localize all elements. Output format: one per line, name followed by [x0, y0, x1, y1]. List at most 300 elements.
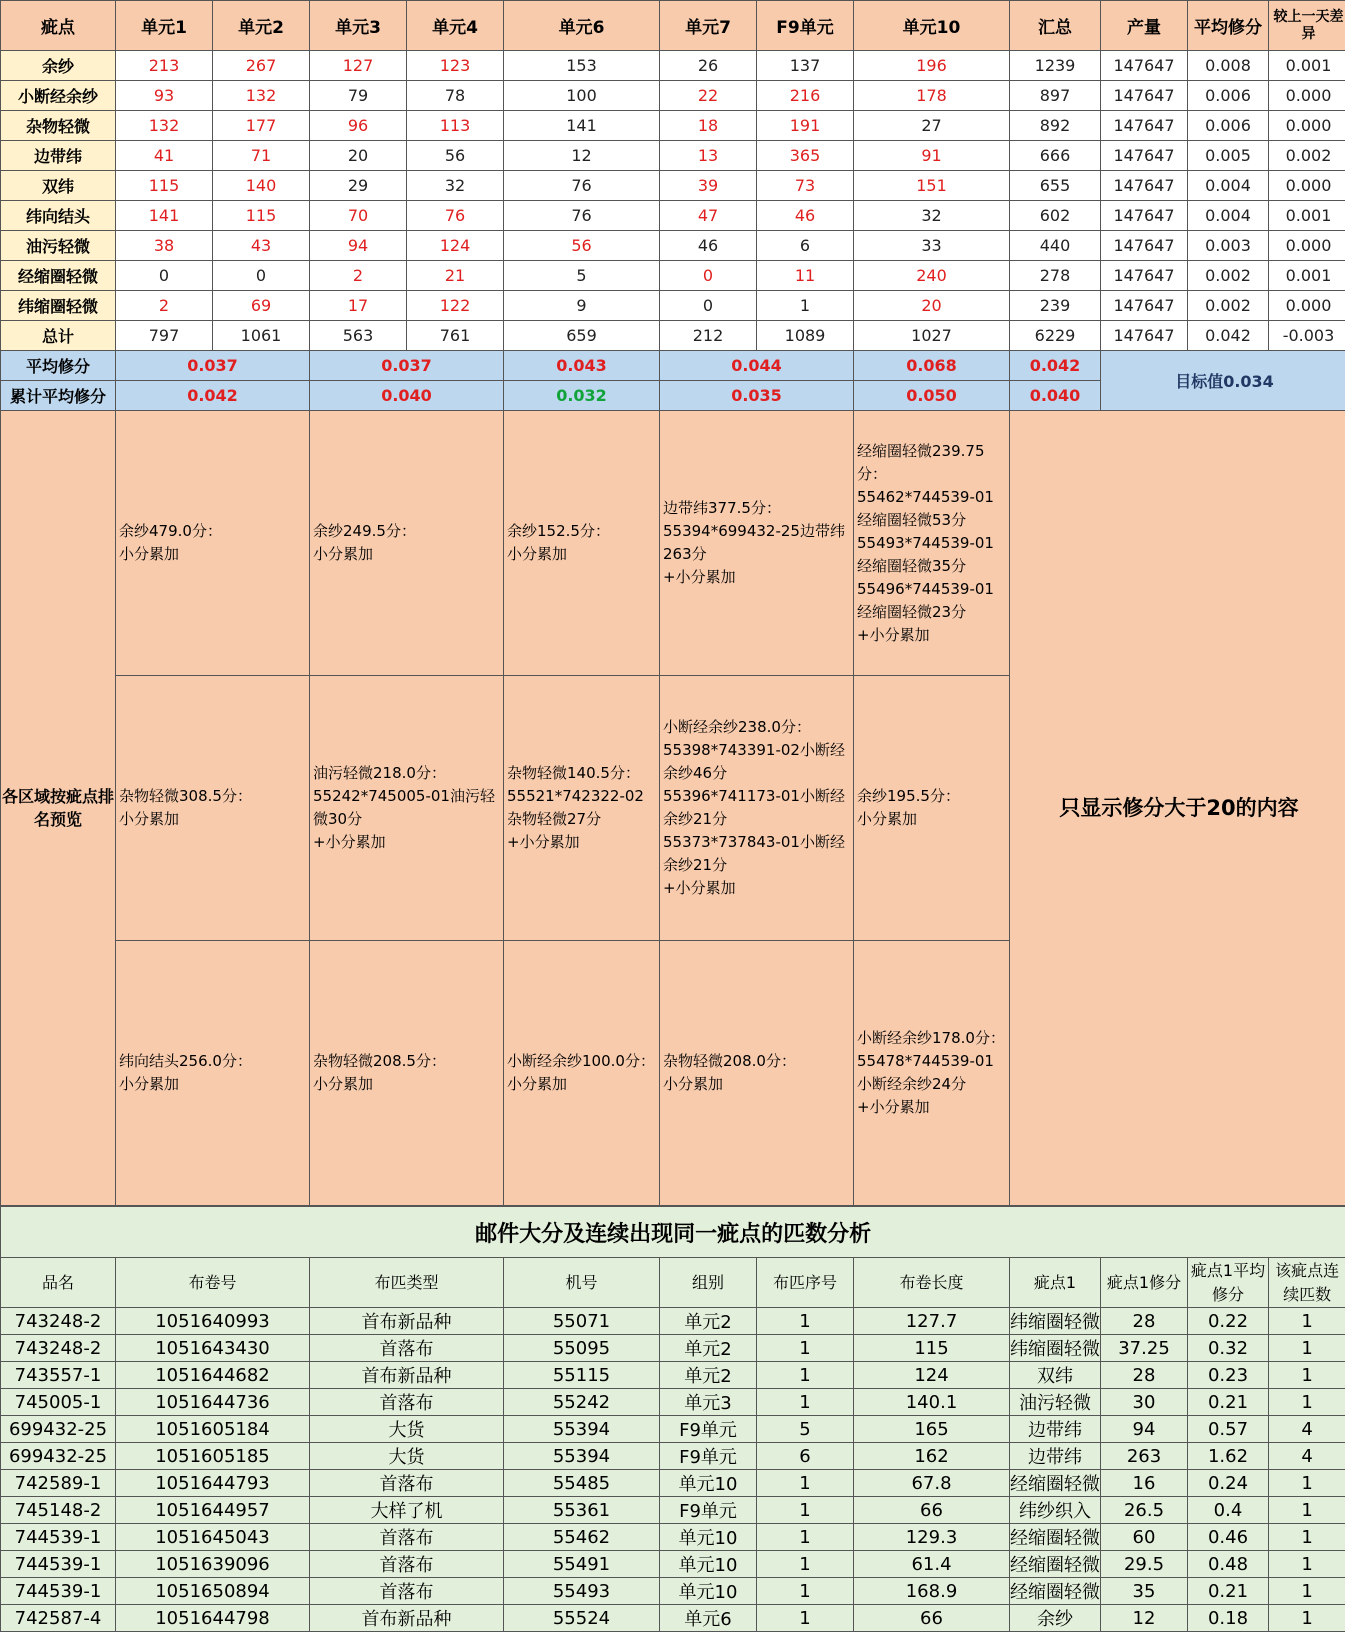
mail-cell: 单元3 — [660, 1389, 757, 1416]
mail-cell: 1051640993 — [116, 1308, 310, 1335]
mail-cell: 单元2 — [660, 1362, 757, 1389]
mail-cell: 60 — [1101, 1524, 1188, 1551]
mail-header-cell: 布卷长度 — [854, 1258, 1010, 1308]
mail-cell: 1051605184 — [116, 1416, 310, 1443]
mail-cell: 55361 — [504, 1497, 660, 1524]
defect-count-cell: 69 — [213, 291, 310, 321]
defect-count-cell: 151 — [854, 171, 1010, 201]
defect-count-cell: 153 — [504, 51, 660, 81]
defect-output-cell: 147647 — [1101, 171, 1188, 201]
mail-cell: 0.46 — [1188, 1524, 1269, 1551]
mail-row — [1, 1497, 1345, 1524]
defect-count-cell: 0 — [116, 261, 213, 291]
header-cell: 较上一天差异 — [1269, 1, 1345, 51]
defect-output-cell: 147647 — [1101, 51, 1188, 81]
defect-count-cell: 22 — [660, 81, 757, 111]
ranking-cell: 杂物轻微140.5分： 55521*742322-02杂物轻微27分 +小分累加 — [504, 676, 660, 941]
mail-header-row — [1, 1258, 1345, 1308]
defect-row — [1, 291, 1345, 321]
defect-count-cell: 196 — [854, 51, 1010, 81]
mail-cell: 单元10 — [660, 1470, 757, 1497]
mail-cell: 30 — [1101, 1389, 1188, 1416]
mail-row — [1, 1524, 1345, 1551]
mail-header-cell: 该疵点连续匹数 — [1269, 1258, 1345, 1308]
header-cell: 单元7 — [660, 1, 757, 51]
defect-count-cell: 20 — [854, 291, 1010, 321]
mail-cell: 0.21 — [1188, 1389, 1269, 1416]
mail-cell: 37.25 — [1101, 1335, 1188, 1362]
mail-cell: 1 — [757, 1605, 854, 1632]
mail-cell: 66 — [854, 1497, 1010, 1524]
defect-label: 杂物轻微 — [1, 111, 116, 141]
mail-cell: 0.57 — [1188, 1416, 1269, 1443]
mail-cell: 55242 — [504, 1389, 660, 1416]
mail-cell: 1 — [757, 1524, 854, 1551]
mail-cell: 单元2 — [660, 1335, 757, 1362]
defect-count-cell: 96 — [310, 111, 407, 141]
defect-count-cell: 123 — [407, 51, 504, 81]
mail-cell: 大货 — [310, 1443, 504, 1470]
defect-count-cell: 113 — [407, 111, 504, 141]
mail-cell: 66 — [854, 1605, 1010, 1632]
mail-cell: 双纬 — [1010, 1362, 1101, 1389]
mail-cell: 742587-4 — [1, 1605, 116, 1632]
ranking-cell: 余纱152.5分： 小分累加 — [504, 411, 660, 676]
ranking-side-label: 各区域按疵点排名预览 — [1, 411, 116, 1206]
mail-cell: 0.23 — [1188, 1362, 1269, 1389]
mail-cell: 745148-2 — [1, 1497, 116, 1524]
mail-cell: 744539-1 — [1, 1551, 116, 1578]
defect-row — [1, 261, 1345, 291]
defect-label: 经缩圈轻微 — [1, 261, 116, 291]
defect-avg-cell: 0.006 — [1188, 111, 1269, 141]
mail-cell: 28 — [1101, 1362, 1188, 1389]
mail-header-cell: 疵点1修分 — [1101, 1258, 1188, 1308]
defect-count-cell: 32 — [407, 171, 504, 201]
mail-cell: 1 — [1269, 1497, 1345, 1524]
defect-count-cell: 93 — [116, 81, 213, 111]
defect-count-cell: 78 — [407, 81, 504, 111]
defect-label: 小断经余纱 — [1, 81, 116, 111]
mail-row — [1, 1578, 1345, 1605]
mail-cell: 5 — [757, 1416, 854, 1443]
mail-header-cell: 布匹类型 — [310, 1258, 504, 1308]
mail-cell: 1051645043 — [116, 1524, 310, 1551]
defect-avg-cell: 0.005 — [1188, 141, 1269, 171]
defect-diff-cell: 0.001 — [1269, 201, 1345, 231]
defect-count-cell: 100 — [504, 81, 660, 111]
defect-count-cell: 216 — [757, 81, 854, 111]
mail-cell: 边带纬 — [1010, 1443, 1101, 1470]
avg-score-value: 0.037 — [116, 351, 310, 381]
mail-cell: 1 — [1269, 1362, 1345, 1389]
target-value: 目标值0.034 — [1101, 351, 1345, 411]
defect-count-cell: 177 — [213, 111, 310, 141]
mail-cell: 67.8 — [854, 1470, 1010, 1497]
defect-count-cell: 1089 — [757, 321, 854, 351]
defect-avg-cell: 0.002 — [1188, 261, 1269, 291]
defect-avg-cell: 0.042 — [1188, 321, 1269, 351]
defect-count-cell: 213 — [116, 51, 213, 81]
mail-cell: 55524 — [504, 1605, 660, 1632]
mail-cell: 124 — [854, 1362, 1010, 1389]
defect-count-cell: 47 — [660, 201, 757, 231]
mail-cell: 745005-1 — [1, 1389, 116, 1416]
defect-count-cell: 267 — [213, 51, 310, 81]
defect-output-cell: 147647 — [1101, 291, 1188, 321]
mail-header-cell: 布匹序号 — [757, 1258, 854, 1308]
mail-cell: 699432-25 — [1, 1443, 116, 1470]
defect-count-cell: 212 — [660, 321, 757, 351]
ranking-cell: 杂物轻微208.5分： 小分累加 — [310, 941, 504, 1206]
mail-cell: 经缩圈轻微 — [1010, 1578, 1101, 1605]
mail-cell: 1051644736 — [116, 1389, 310, 1416]
mail-cell: 油污轻微 — [1010, 1389, 1101, 1416]
ranking-row — [1, 411, 1345, 676]
ranking-cell: 杂物轻微308.5分： 小分累加 — [116, 676, 310, 941]
mail-cell: 26.5 — [1101, 1497, 1188, 1524]
mail-cell: 28 — [1101, 1308, 1188, 1335]
mail-header-cell: 疵点1 — [1010, 1258, 1101, 1308]
defect-count-cell: 56 — [504, 231, 660, 261]
mail-cell: 1 — [1269, 1308, 1345, 1335]
defect-label: 总计 — [1, 321, 116, 351]
defect-count-cell: 1 — [757, 291, 854, 321]
defect-diff-cell: 0.002 — [1269, 141, 1345, 171]
mail-cell: 1051644682 — [116, 1362, 310, 1389]
mail-cell: 127.7 — [854, 1308, 1010, 1335]
defect-diff-cell: 0.000 — [1269, 231, 1345, 261]
header-cell: 单元1 — [116, 1, 213, 51]
mail-cell: 55071 — [504, 1308, 660, 1335]
defect-count-cell: 0 — [660, 291, 757, 321]
mail-cell: 1 — [757, 1308, 854, 1335]
mail-cell: 1 — [757, 1335, 854, 1362]
defect-count-cell: 20 — [310, 141, 407, 171]
mail-cell: 边带纬 — [1010, 1416, 1101, 1443]
defect-output-cell: 147647 — [1101, 141, 1188, 171]
mail-row — [1, 1389, 1345, 1416]
mail-cell: 6 — [757, 1443, 854, 1470]
defect-count-cell: 12 — [504, 141, 660, 171]
cumulative-avg-value: 0.040 — [1010, 381, 1101, 411]
defect-count-cell: 27 — [854, 111, 1010, 141]
ranking-cell: 小断经余纱100.0分： 小分累加 — [504, 941, 660, 1206]
defect-output-cell: 147647 — [1101, 231, 1188, 261]
defect-output-cell: 147647 — [1101, 321, 1188, 351]
mail-cell: 165 — [854, 1416, 1010, 1443]
mail-cell: F9单元 — [660, 1497, 757, 1524]
mail-cell: 55115 — [504, 1362, 660, 1389]
defect-count-cell: 2 — [116, 291, 213, 321]
defect-count-cell: 5 — [504, 261, 660, 291]
mail-cell: 1 — [757, 1470, 854, 1497]
mail-cell: 1 — [757, 1578, 854, 1605]
mail-cell: 单元10 — [660, 1578, 757, 1605]
mail-cell: 16 — [1101, 1470, 1188, 1497]
defect-row — [1, 81, 1345, 111]
mail-cell: 首落布 — [310, 1470, 504, 1497]
defect-count-cell: 2 — [310, 261, 407, 291]
defect-count-cell: 18 — [660, 111, 757, 141]
mail-cell: 1051650894 — [116, 1578, 310, 1605]
mail-cell: 经缩圈轻微 — [1010, 1551, 1101, 1578]
ranking-cell: 小断经余纱178.0分： 55478*744539-01小断经余纱24分 +小分累加 — [854, 941, 1010, 1206]
cumulative-avg-value: 0.035 — [660, 381, 854, 411]
avg-score-row — [1, 351, 1345, 381]
mail-title: 邮件大分及连续出现同一疵点的匹数分析 — [1, 1207, 1345, 1258]
defect-diff-cell: 0.001 — [1269, 51, 1345, 81]
defect-row — [1, 201, 1345, 231]
mail-row — [1, 1470, 1345, 1497]
mail-cell: 742589-1 — [1, 1470, 116, 1497]
ranking-cell: 经缩圈轻微239.75分： 55462*744539-01经缩圈轻微53分 55493*744539-01经缩圈轻微35分 55496*744539-01经缩圈轻微23分 +小分累加 — [854, 411, 1010, 676]
header-cell: 单元6 — [504, 1, 660, 51]
mail-cell: 0.24 — [1188, 1470, 1269, 1497]
defect-count-cell: 0 — [213, 261, 310, 291]
mail-header-cell: 疵点1平均修分 — [1188, 1258, 1269, 1308]
defect-count-cell: 141 — [116, 201, 213, 231]
cumulative-avg-value: 0.042 — [116, 381, 310, 411]
mail-cell: 743557-1 — [1, 1362, 116, 1389]
mail-cell: 55394 — [504, 1443, 660, 1470]
defect-row — [1, 171, 1345, 201]
defect-count-cell: 178 — [854, 81, 1010, 111]
mail-cell: 首落布 — [310, 1551, 504, 1578]
cumulative-avg-value: 0.032 — [504, 381, 660, 411]
defect-count-cell: 132 — [116, 111, 213, 141]
defect-count-cell: 191 — [757, 111, 854, 141]
defect-total-cell: 666 — [1010, 141, 1101, 171]
defect-label: 纬向结头 — [1, 201, 116, 231]
avg-score-value: 0.044 — [660, 351, 854, 381]
mail-cell: 1.62 — [1188, 1443, 1269, 1470]
defect-count-cell: 46 — [660, 231, 757, 261]
defect-avg-cell: 0.003 — [1188, 231, 1269, 261]
defect-count-cell: 240 — [854, 261, 1010, 291]
mail-cell: 94 — [1101, 1416, 1188, 1443]
avg-score-value: 0.042 — [1010, 351, 1101, 381]
mail-cell: 55485 — [504, 1470, 660, 1497]
mail-cell: 168.9 — [854, 1578, 1010, 1605]
header-cell: 汇总 — [1010, 1, 1101, 51]
mail-header-cell: 品名 — [1, 1258, 116, 1308]
defect-count-cell: 132 — [213, 81, 310, 111]
ranking-cell: 余纱249.5分： 小分累加 — [310, 411, 504, 676]
defect-avg-cell: 0.008 — [1188, 51, 1269, 81]
defect-row — [1, 231, 1345, 261]
mail-cell: 1 — [757, 1389, 854, 1416]
ranking-cell: 杂物轻微208.0分： 小分累加 — [660, 941, 854, 1206]
mail-row — [1, 1308, 1345, 1335]
mail-cell: 744539-1 — [1, 1578, 116, 1605]
mail-header-cell: 机号 — [504, 1258, 660, 1308]
mail-cell: 1 — [1269, 1605, 1345, 1632]
mail-cell: 0.18 — [1188, 1605, 1269, 1632]
defect-count-cell: 29 — [310, 171, 407, 201]
mail-row — [1, 1416, 1345, 1443]
defect-avg-cell: 0.004 — [1188, 171, 1269, 201]
defect-avg-cell: 0.004 — [1188, 201, 1269, 231]
defect-count-cell: 71 — [213, 141, 310, 171]
defect-output-cell: 147647 — [1101, 81, 1188, 111]
mail-cell: 首落布 — [310, 1335, 504, 1362]
avg-score-value: 0.043 — [504, 351, 660, 381]
defect-count-cell: 39 — [660, 171, 757, 201]
defect-total-cell: 278 — [1010, 261, 1101, 291]
header-cell: 单元2 — [213, 1, 310, 51]
mail-cell: 0.21 — [1188, 1578, 1269, 1605]
defect-count-cell: 79 — [310, 81, 407, 111]
defect-count-cell: 6 — [757, 231, 854, 261]
defect-count-cell: 124 — [407, 231, 504, 261]
mail-row — [1, 1443, 1345, 1470]
mail-cell: 55491 — [504, 1551, 660, 1578]
mail-cell: 经缩圈轻微 — [1010, 1470, 1101, 1497]
defect-label: 双纬 — [1, 171, 116, 201]
mail-cell: 首落布 — [310, 1578, 504, 1605]
mail-cell: 1051643430 — [116, 1335, 310, 1362]
defect-label: 纬缩圈轻微 — [1, 291, 116, 321]
mail-cell: 1051605185 — [116, 1443, 310, 1470]
defect-avg-cell: 0.006 — [1188, 81, 1269, 111]
header-cell: 单元4 — [407, 1, 504, 51]
ranking-cell: 小断经余纱238.0分： 55398*743391-02小断经余纱46分 55396*741173-01小断经余纱21分 55373*737843-01小断经余纱21分 +小分累加 — [660, 676, 854, 941]
mail-cell: 单元10 — [660, 1551, 757, 1578]
mail-cell: 单元6 — [660, 1605, 757, 1632]
defect-count-cell: 38 — [116, 231, 213, 261]
mail-cell: 1 — [1269, 1551, 1345, 1578]
header-cell: 平均修分 — [1188, 1, 1269, 51]
defect-total-cell: 6229 — [1010, 321, 1101, 351]
defect-count-cell: 43 — [213, 231, 310, 261]
mail-cell: 1 — [757, 1497, 854, 1524]
defect-count-cell: 11 — [757, 261, 854, 291]
cumulative-avg-label: 累计平均修分 — [1, 381, 116, 411]
mail-cell: 4 — [1269, 1416, 1345, 1443]
defect-count-cell: 17 — [310, 291, 407, 321]
mail-cell: F9单元 — [660, 1416, 757, 1443]
mail-cell: 1051644793 — [116, 1470, 310, 1497]
defect-output-cell: 147647 — [1101, 261, 1188, 291]
defect-count-cell: 73 — [757, 171, 854, 201]
ranking-cell: 纬向结头256.0分： 小分累加 — [116, 941, 310, 1206]
mail-cell: 263 — [1101, 1443, 1188, 1470]
defect-count-cell: 122 — [407, 291, 504, 321]
mail-cell: 1 — [1269, 1389, 1345, 1416]
defect-count-cell: 140 — [213, 171, 310, 201]
defect-label: 余纱 — [1, 51, 116, 81]
defect-count-cell: 13 — [660, 141, 757, 171]
defect-diff-cell: 0.000 — [1269, 171, 1345, 201]
defect-count-cell: 56 — [407, 141, 504, 171]
mail-analysis-table — [0, 1206, 1345, 1632]
defect-count-cell: 41 — [116, 141, 213, 171]
defect-row — [1, 111, 1345, 141]
mail-cell: 1051639096 — [116, 1551, 310, 1578]
defect-count-cell: 9 — [504, 291, 660, 321]
avg-score-label: 平均修分 — [1, 351, 116, 381]
ranking-note: 只显示修分大于20的内容 — [1010, 411, 1345, 1206]
defect-total-cell: 602 — [1010, 201, 1101, 231]
header-cell: 产量 — [1101, 1, 1188, 51]
mail-cell: 1 — [757, 1551, 854, 1578]
defect-count-cell: 115 — [116, 171, 213, 201]
defect-count-cell: 137 — [757, 51, 854, 81]
mail-cell: 4 — [1269, 1443, 1345, 1470]
defect-count-cell: 76 — [407, 201, 504, 231]
mail-cell: 1 — [757, 1362, 854, 1389]
defect-total-cell: 1239 — [1010, 51, 1101, 81]
avg-score-value: 0.068 — [854, 351, 1010, 381]
defect-total-cell: 655 — [1010, 171, 1101, 201]
mail-cell: 首落布 — [310, 1389, 504, 1416]
header-cell: 单元10 — [854, 1, 1010, 51]
mail-cell: 首布新品种 — [310, 1362, 504, 1389]
mail-cell: 55493 — [504, 1578, 660, 1605]
header-row — [1, 1, 1345, 51]
mail-cell: 经缩圈轻微 — [1010, 1524, 1101, 1551]
defect-count-cell: 76 — [504, 201, 660, 231]
mail-cell: 首布新品种 — [310, 1605, 504, 1632]
mail-cell: 首落布 — [310, 1524, 504, 1551]
ranking-cell: 油污轻微218.0分： 55242*745005-01油污轻微30分 +小分累加 — [310, 676, 504, 941]
mail-row — [1, 1335, 1345, 1362]
mail-cell: 743248-2 — [1, 1335, 116, 1362]
defect-label: 边带纬 — [1, 141, 116, 171]
header-cell: 疵点 — [1, 1, 116, 51]
header-cell: F9单元 — [757, 1, 854, 51]
defect-count-cell: 76 — [504, 171, 660, 201]
mail-cell: 大样了机 — [310, 1497, 504, 1524]
defect-count-cell: 115 — [213, 201, 310, 231]
mail-cell: 699432-25 — [1, 1416, 116, 1443]
mail-cell: 55095 — [504, 1335, 660, 1362]
ranking-cell: 边带纬377.5分： 55394*699432-25边带纬263分 +小分累加 — [660, 411, 854, 676]
defect-total-cell: 440 — [1010, 231, 1101, 261]
defect-label: 油污轻微 — [1, 231, 116, 261]
mail-header-cell: 布卷号 — [116, 1258, 310, 1308]
header-cell: 单元3 — [310, 1, 407, 51]
mail-cell: 129.3 — [854, 1524, 1010, 1551]
defect-count-cell: 26 — [660, 51, 757, 81]
mail-cell: 140.1 — [854, 1389, 1010, 1416]
defect-count-cell: 659 — [504, 321, 660, 351]
defect-count-cell: 32 — [854, 201, 1010, 231]
defect-row — [1, 51, 1345, 81]
defect-avg-cell: 0.002 — [1188, 291, 1269, 321]
defect-count-cell: 1027 — [854, 321, 1010, 351]
cumulative-avg-value: 0.050 — [854, 381, 1010, 411]
defect-row — [1, 141, 1345, 171]
mail-cell: 单元2 — [660, 1308, 757, 1335]
defect-count-cell: 21 — [407, 261, 504, 291]
mail-cell: 55462 — [504, 1524, 660, 1551]
defect-count-cell: 563 — [310, 321, 407, 351]
defect-row — [1, 321, 1345, 351]
mail-cell: 1051644957 — [116, 1497, 310, 1524]
mail-cell: 743248-2 — [1, 1308, 116, 1335]
defect-diff-cell: 0.000 — [1269, 81, 1345, 111]
defect-output-cell: 147647 — [1101, 111, 1188, 141]
mail-cell: 纬缩圈轻微 — [1010, 1308, 1101, 1335]
mail-cell: 55394 — [504, 1416, 660, 1443]
mail-cell: 纬缩圈轻微 — [1010, 1335, 1101, 1362]
mail-cell: 1 — [1269, 1335, 1345, 1362]
mail-cell: 12 — [1101, 1605, 1188, 1632]
mail-cell: 1 — [1269, 1578, 1345, 1605]
mail-cell: F9单元 — [660, 1443, 757, 1470]
